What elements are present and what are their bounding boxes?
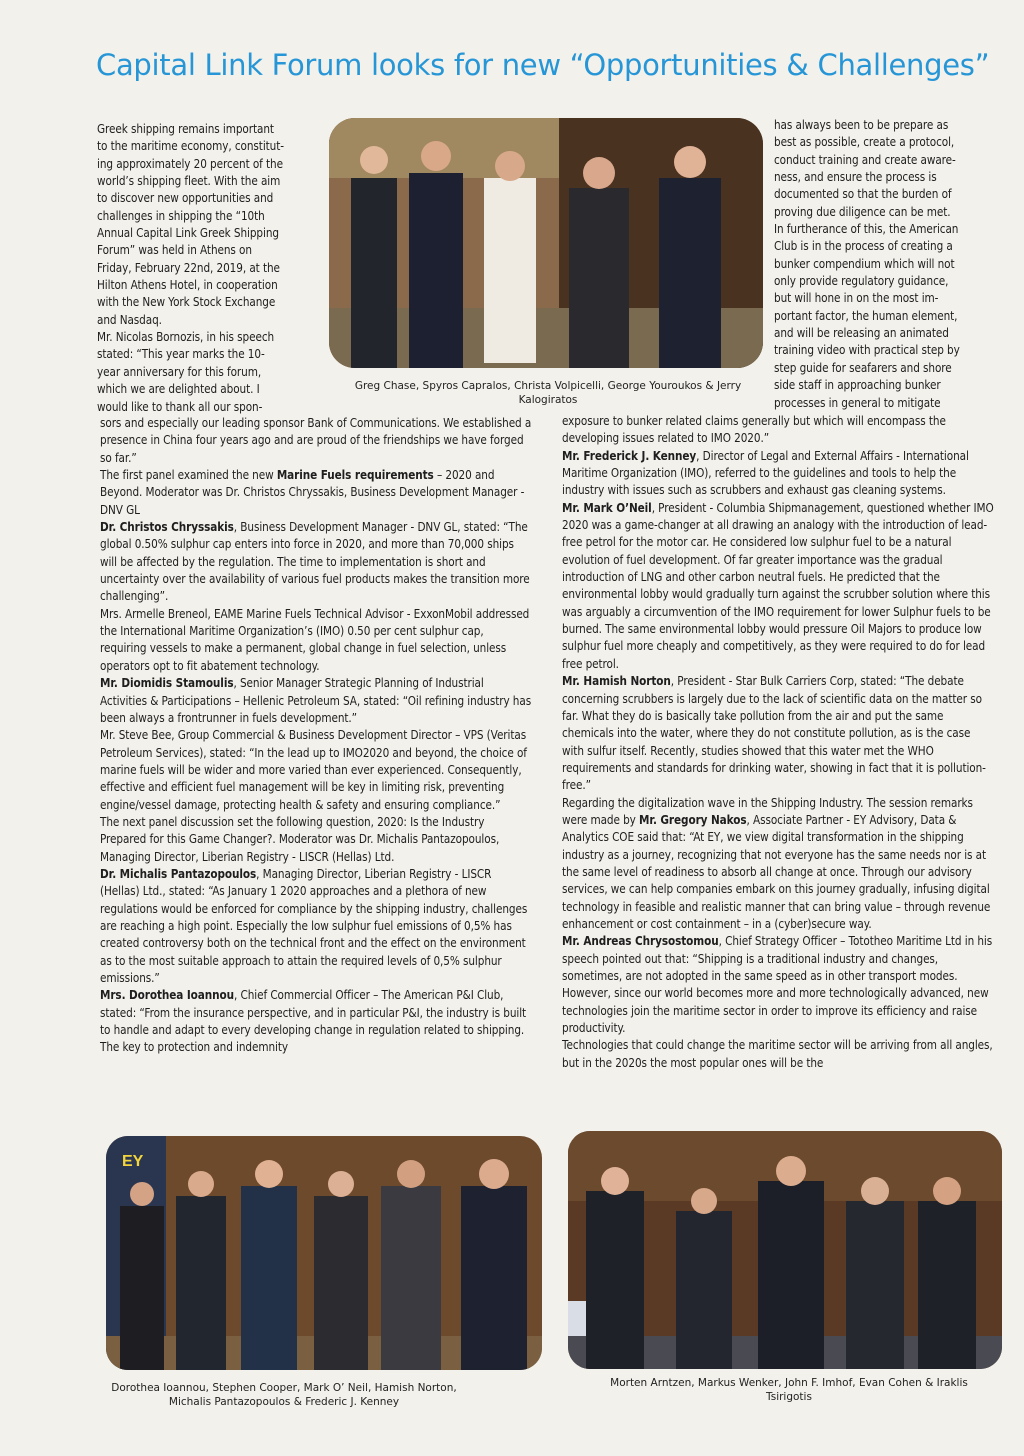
left-column [100,415,532,1057]
right-top-line: training video with practical step by [774,343,960,358]
speaker-name: Mr. Andreas Chrysostomou [562,934,719,949]
intro-line: which we are delighted about. I [97,382,260,397]
right-top-line: but will hone in on the most im- [774,291,939,306]
intro-line: to discover new opportunities and [97,191,274,206]
caption-bottom-right: Morten Arntzen, Markus Wenker, John F. Imhof, Evan Cohen & Iraklis Tsirigotis [610,1377,968,1403]
paragraph: Mrs. Armelle Breneol, EAME Marine Fuels Technical Advisor - ExxonMobil addressed the International Maritime Organization’s (IMO) 0.50 per cent sulphur cap, requiring vessels to make a permanent, global change in fuel selection, unless operators opt to fit abatement technology. [100,606,530,673]
right-top-line: side staff in approaching bunker [774,378,941,393]
paragraph [100,675,532,727]
right-top-line: processes in general to mitigate [774,395,941,410]
right-top-line: Club is in the process of creating a [774,239,953,254]
paragraph: Mr. Steve Bee, Group Commercial & Business Development Director – VPS (Veritas Petroleum Services), stated: “In the lead up to IMO2020 and beyond, the choice of marine fuels will be wider and more varied than ever experienced. Consequently, effective and efficient fuel management will be key in limiting risk, preventing engine/vessel damage, protecting health & safety and ensuring compliance.” [100,728,527,812]
intro-line: ing approximately 20 percent of the [97,156,283,171]
photo-bottom-left [106,1136,542,1370]
intro-line: stated: “This year marks the 10- [97,347,265,362]
paragraph [562,673,994,794]
ey-logo-text: EY [122,1153,144,1170]
speaker-name: Dr. Michalis Pantazopoulos [100,866,257,881]
intro-line: with the New York Stock Exchange [97,295,276,310]
paragraph-text: , Managing Director, Liberian Registry - LISCR (Hellas) Ltd., stated: “As January 1 2020 approaches and a plethora of new regulations would be enforced for compliance by the shipping industry, challenges are reaching a high point. Especially the low sulphur fuel emissions of 0,5% has created controversy both on the technical front and the effect on the environment as to the most suitable approach to attain the required levels of 0,5% sulphur emissions.” [100,866,528,985]
right-top-line: conduct training and create aware- [774,152,956,167]
paragraph [100,866,532,987]
speaker-name: Dr. Christos Chryssakis [100,520,234,535]
right-top-column [774,117,994,412]
intro-line: Friday, February 22nd, 2019, at the [97,260,280,275]
paragraph: exposure to bunker related claims generally but which will encompass the developing issues related to IMO 2020.” [562,414,946,446]
paragraph-text: , President - Columbia Shipmanagement, questioned whether IMO 2020 was a game-changer at all drawing an analogy with the introduction of lead-free petrol for the motor car. He considered low sulphur fuel to be a natural evolution of fuel development. Of far greater importance was the gradual introduction of LNG and other carbon neutral fuels. He predicted that the environmental lobby would gradually turn against the scrubber solution where this was arguably a circumvention of the IMO requirement for lower Sulphur fuels to be burned. The same environmental lobby would pressure Oil Majors to produce low sulphur fuel more cheaply and competitively, as they were required to do for lead free petrol. [562,500,994,671]
speaker-name: Mr. Hamish Norton [562,674,671,689]
paragraph-text: – 2020 and Beyond. Moderator was Dr. Christos Chryssakis, Business Development Manager - DNV GL [100,468,525,517]
intro-line: Forum” was held in Athens on [97,243,252,258]
right-top-line: ness, and ensure the process is [774,170,937,185]
intro-line: and Nasdaq. [97,312,162,327]
photo-bottom-right [568,1131,1002,1369]
right-column [562,413,994,1072]
speaker-name: Mr. Mark O’Neil [562,500,652,515]
paragraph [562,500,994,673]
paragraph-text: , President - Star Bulk Carriers Corp, stated: “The debate concerning scrubbers is largely due to the lack of scientific data on the matter so far. What they do is basically take pollution from the air and put the same chemicals into the water, where they do not constitute pollution, as is the case with sulfur itself. Recently, studies showed that this water met the WHO requirements and standards for drinking water, showing in fact that it is pollution-free.” [562,674,986,793]
paragraph: The next panel discussion set the following question, 2020: Is the Industry Prepared for this Game Changer?. Moderator was Dr. Michalis Pantazopoulos, Managing Director, Liberian Registry - LISCR (Hellas) Ltd. [100,814,500,864]
intro-line: would like to thank all our spon- [97,399,263,414]
right-top-line: best as possible, create a protocol, [774,135,955,150]
caption-top-photo: Greg Chase, Spyros Capralos, Christa Volpicelli, George Youroukos & Jerry Kalogiratos [354,380,742,406]
right-top-line: step guide for seafarers and shore [774,360,952,375]
paragraph [562,448,994,500]
caption-bottom-left: Dorothea Ioannou, Stephen Cooper, Mark O’ Neil, Hamish Norton, Michalis Pantazopoulos & Frederic J. Kenney [111,1382,457,1408]
intro-line: to the maritime economy, constitut- [97,139,284,154]
right-top-line: and will be releasing an animated [774,326,949,341]
intro-column [97,121,337,416]
intro-line: challenges in shipping the “10th [97,208,265,223]
speaker-name: Mr. Gregory Nakos [639,812,747,827]
right-top-line: documented so that the burden of [774,187,952,202]
speaker-name: Mr. Diomidis Stamoulis [100,676,234,691]
intro-line: year anniversary for this forum, [97,364,262,379]
paragraph-text: Regarding the digitalization wave in the Shipping Industry. The session remarks were made by [562,795,973,827]
paragraph-bold: Marine Fuels requirements [276,468,434,483]
intro-line: world’s shipping fleet. With the aim [97,174,281,189]
paragraph [100,987,532,1056]
paragraph-text: , Chief Commercial Officer – The American P&I Club, stated: “From the insurance perspective, and in particular P&I, the industry is built to handle and adapt to every developing change in regulation related to shipping. The key to protection and indemnity [100,988,527,1055]
paragraph: sors and especially our leading sponsor Bank of Communications. We established a presence in China four years ago and are proud of the friendships we have forged so far.” [100,416,532,465]
intro-line: Greek shipping remains important [97,122,274,136]
intro-line: Mr. Nicolas Bornozis, in his speech [97,330,275,345]
paragraph-text: , Director of Legal and External Affairs - International Maritime Organization (IMO), referred to the guidelines and tools to help the industry with issues such as scrubbers and exhaust gas cleaning systems. [562,448,969,498]
intro-line: Annual Capital Link Greek Shipping [97,226,279,241]
right-top-line: has always been to be prepare as [774,118,949,132]
paragraph-text: , Associate Partner - EY Advisory, Data & Analytics COE said that: “At EY, we view digital transformation in the shipping industry as a journey, recognizing that not everyone has the same needs nor is at the same level of readiness to absorb all change at once. Through our advisory services, we can help companies embark on this journey gradually, infusing digital technology in feasible and realistic manner that can bring value – through revenue enhancement or cost containment – in a (cyber)secure way. [562,812,991,931]
paragraph [562,795,994,934]
right-top-line: proving due diligence can be met. [774,204,951,219]
article-headline: Capital Link Forum looks for new “Opportunities & Challenges” [96,48,990,82]
paragraph-text: , Business Development Manager - DNV GL, stated: “The global 0.50% sulphur cap enters into force in 2020, and more than 70,000 ships will be affected by the regulation. The time to implementation is short and uncertainty over the availability of various fuel products makes the transition more challenging”. [100,520,530,604]
right-top-line: only provide regulatory guidance, [774,274,949,289]
paragraph-text: , Senior Manager Strategic Planning of Industrial Activities & Participations – Hellenic Petroleum SA, stated: “Oil refining industry has been always a frontrunner in fuels development.” [100,676,532,725]
paragraph-text: , Chief Strategy Officer – Tototheo Maritime Ltd in his speech pointed out that: “Shipping is a traditional industry and changes, sometimes, are not adopted in the same speed as in other transport modes. However, since our world becomes more and more technologically advanced, new technologies join the maritime sector in order to improve its efficiency and raise productivity. [562,934,993,1036]
right-top-line: In furtherance of this, the American [774,222,959,237]
paragraph-text: The first panel examined the new [100,468,277,483]
paragraph [100,467,532,519]
right-top-line: portant factor, the human element, [774,308,958,323]
paragraph: Technologies that could change the maritime sector will be arriving from all angles, but in the 2020s the most popular ones will be the [562,1038,993,1070]
speaker-name: Mrs. Dorothea Ioannou [100,988,234,1003]
right-top-line: bunker compendium which will not [774,256,955,271]
paragraph [100,519,532,606]
paragraph [562,933,994,1037]
intro-line: Hilton Athens Hotel, in cooperation [97,278,278,293]
speaker-name: Mr. Frederick J. Kenney [562,448,697,463]
photo-top-panel [329,118,763,368]
